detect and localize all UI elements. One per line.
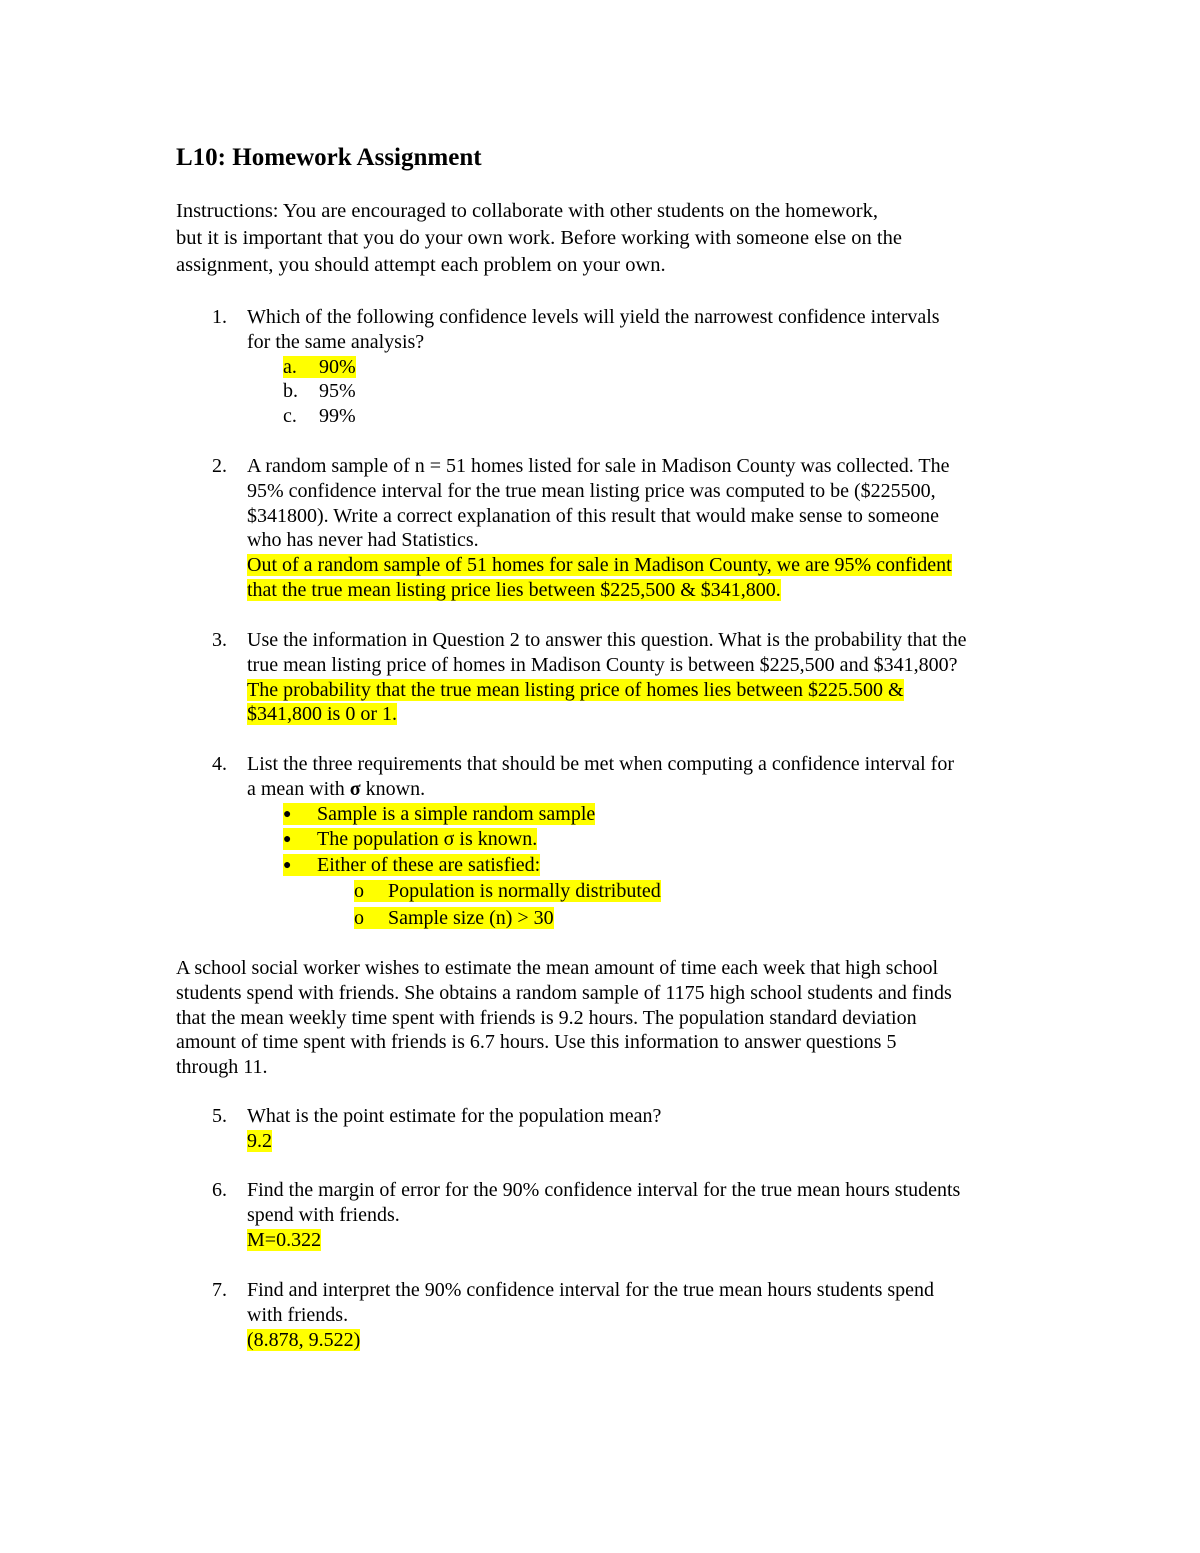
instructions-line: assignment, you should attempt each problem on your own. (176, 254, 666, 276)
instructions (176, 198, 1036, 279)
question-body (247, 454, 1056, 603)
option-label: b. (283, 380, 298, 403)
question-7 (176, 1278, 1056, 1352)
question-number: 6. (212, 1179, 227, 1201)
question-4 (176, 752, 1056, 931)
answer-line (247, 553, 1056, 578)
sigma-symbol: σ (349, 777, 361, 800)
question-text: who has never had Statistics. (247, 529, 479, 552)
question-1 (176, 305, 1056, 429)
scenario-line: through 11. (176, 1056, 268, 1079)
option-text: 95% (319, 380, 356, 403)
option-text: 99% (319, 405, 356, 428)
question-3 (176, 628, 1056, 727)
circle-bullet-icon: o (354, 879, 364, 902)
option-a (283, 355, 1056, 380)
question-body (247, 752, 1056, 931)
question-body (247, 1278, 1056, 1352)
question-6 (176, 1178, 1056, 1252)
scenario-line: amount of time spent with friends is 6.7 hours. Use this information to answer questions 5 (176, 1031, 897, 1054)
instructions-line: Instructions: You are encouraged to collaborate with other students on the homework, (176, 200, 878, 222)
option-text: 90% (319, 355, 356, 378)
option-b (283, 379, 1056, 404)
highlighted-answer (354, 907, 554, 929)
scenario-line: that the mean weekly time spent with friends is 9.2 hours. The population standard deviation (176, 1006, 917, 1029)
sub-bullet-item (354, 879, 1056, 904)
scenario-paragraph (176, 956, 1056, 1080)
highlighted-answer (354, 880, 661, 902)
bullet-icon: ● (283, 806, 292, 822)
question-text: Use the information in Question 2 to answer this question. What is the probability that the (247, 629, 967, 651)
option-label: c. (283, 405, 297, 428)
question-text: with friends. (247, 1303, 349, 1326)
question-text-part: a mean with (247, 777, 350, 800)
highlighted-answer: M=0.322 (247, 1228, 322, 1251)
question-text: $341800). Write a correct explanation of this result that would make sense to someone (247, 504, 939, 527)
question-text: A random sample of n = 51 homes listed for sale in Madison County was collected. The (247, 455, 950, 477)
option-label: a. (283, 355, 297, 378)
question-number: 4. (212, 753, 227, 775)
question-text: List the three requirements that should be met when computing a confidence interval for (247, 753, 954, 775)
sub-bullet-text: Sample size (n) > 30 (388, 906, 554, 929)
question-body (247, 1104, 1056, 1154)
bullet-icon: ● (283, 858, 292, 874)
answer-line (247, 1328, 1056, 1353)
question-5 (176, 1104, 1056, 1154)
bullet-text: Either of these are satisfied: (317, 854, 541, 877)
bullet-text: Sample is a simple random sample (317, 802, 596, 825)
highlighted-answer (283, 356, 356, 378)
question-text: Find the margin of error for the 90% confidence interval for the true mean hours students (247, 1179, 961, 1201)
option-c (283, 404, 1056, 429)
sub-bullet-item (354, 906, 1056, 931)
highlighted-answer (283, 803, 595, 825)
highlighted-answer (283, 828, 537, 850)
bullet-item (283, 827, 1056, 853)
question-text-part: known. (360, 777, 426, 800)
highlighted-answer: The probability that the true mean listing price of homes lies between $225.500 & (247, 678, 904, 701)
question-number: 5. (212, 1105, 227, 1127)
scenario-line: students spend with friends. She obtains a random sample of 1175 high school students and finds (176, 981, 952, 1004)
highlighted-answer: (8.878, 9.522) (247, 1328, 361, 1351)
question-text (247, 777, 1056, 802)
question-text: Find and interpret the 90% confidence interval for the true mean hours students spend (247, 1279, 935, 1301)
question-number: 2. (212, 455, 227, 477)
instructions-line: but it is important that you do your own work. Before working with someone else on the (176, 227, 902, 249)
question-body (247, 628, 1056, 727)
page-title: L10: Homework Assignment (176, 144, 482, 171)
scenario-line: A school social worker wishes to estimate the mean amount of time each week that high school (176, 957, 939, 979)
sub-bullet-text: Population is normally distributed (388, 879, 661, 902)
highlighted-answer (283, 854, 540, 876)
question-text: What is the point estimate for the population mean? (247, 1105, 662, 1127)
highlighted-answer: $341,800 is 0 or 1. (247, 703, 397, 726)
question-body (247, 1178, 1056, 1252)
question-text: for the same analysis? (247, 330, 425, 353)
bullet-item (283, 802, 1056, 828)
answer-line (247, 1129, 1056, 1154)
highlighted-answer: Out of a random sample of 51 homes for sale in Madison County, we are 95% confident (247, 554, 952, 577)
bullet-icon: ● (283, 832, 292, 848)
highlighted-answer: that the true mean listing price lies between $225,500 & $341,800. (247, 578, 781, 601)
answer-line (247, 702, 1056, 727)
question-text: spend with friends. (247, 1203, 400, 1226)
bullet-item (283, 853, 1056, 879)
question-number: 1. (212, 306, 227, 328)
bullet-text: The population σ is known. (317, 828, 538, 851)
question-text: 95% confidence interval for the true mean listing price was computed to be ($225500, (247, 479, 936, 502)
circle-bullet-icon: o (354, 906, 364, 929)
answer-line (247, 678, 1056, 703)
answer-line (247, 1228, 1056, 1253)
answer-line (247, 578, 1056, 603)
question-text: Which of the following confidence levels will yield the narrowest confidence intervals (247, 306, 940, 328)
question-number: 3. (212, 629, 227, 651)
question-2 (176, 454, 1056, 603)
question-text: true mean listing price of homes in Madison County is between $225,500 and $341,800? (247, 653, 958, 676)
question-number: 7. (212, 1279, 227, 1301)
question-body (247, 305, 1056, 429)
highlighted-answer: 9.2 (247, 1129, 272, 1152)
